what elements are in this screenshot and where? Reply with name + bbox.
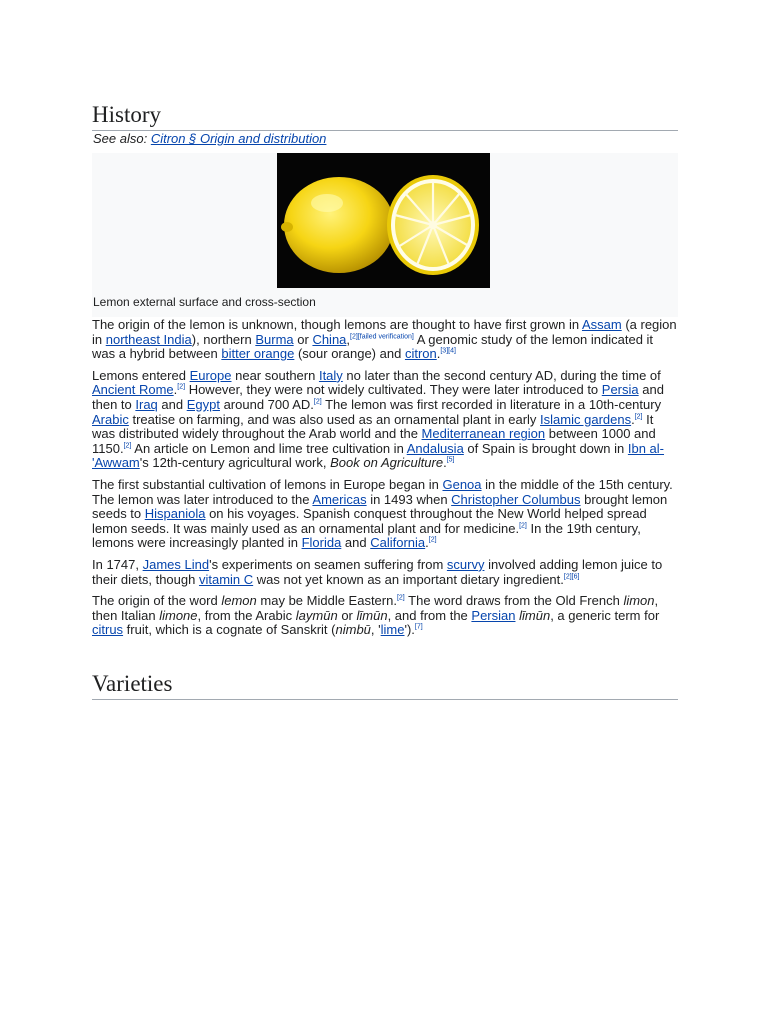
hatnote bbox=[93, 131, 326, 147]
text-run: The word draws from the Old French bbox=[404, 593, 624, 609]
text-run: in 1493 when bbox=[366, 491, 452, 507]
figure-box bbox=[92, 153, 678, 317]
wiki-link[interactable]: Assam bbox=[581, 317, 622, 332]
citation-link[interactable]: [2] bbox=[428, 536, 437, 544]
text-run: In 1747, bbox=[92, 556, 143, 572]
citation bbox=[415, 624, 423, 631]
citation-link[interactable]: [2] bbox=[313, 398, 322, 406]
text-run: In the 19th century, lemons were increasingly planted in bbox=[92, 520, 641, 551]
citation-link[interactable]: [3][4] bbox=[440, 347, 456, 355]
text-run: 's experiments on seamen suffering from bbox=[209, 556, 447, 572]
italic-term: līmūn bbox=[356, 607, 388, 623]
wiki-link[interactable]: Egypt bbox=[186, 396, 220, 412]
wiki-link[interactable]: Arabic bbox=[92, 411, 129, 427]
text-run: of Spain is brought down in bbox=[463, 440, 628, 456]
citation-link[interactable]: [5] bbox=[446, 457, 455, 465]
text-run: on his voyages. Spanish conquest throughout the New World helped spread lemon seeds. It was mainly used as an ornamental plant and for medicine. bbox=[92, 506, 647, 536]
text-run: between 1000 and 1150. bbox=[92, 426, 656, 456]
citation bbox=[564, 573, 580, 580]
text-run: However, they were not widely cultivated. They were later introduced to bbox=[185, 382, 602, 398]
text-run: around 700 AD. bbox=[219, 396, 314, 412]
wiki-link[interactable]: Ibn al-'Awwam bbox=[92, 440, 665, 471]
text-run: brought lemon seeds to bbox=[92, 491, 668, 522]
text-run: , bbox=[346, 331, 351, 347]
citation-link[interactable]: [2] bbox=[519, 522, 527, 530]
text-run: . bbox=[436, 346, 441, 362]
text-run: A genomic study of the lemon indicated it was a hybrid between bbox=[92, 331, 654, 362]
text-run: . bbox=[443, 455, 447, 471]
wiki-link[interactable]: lime bbox=[380, 622, 405, 638]
text-run: and bbox=[157, 396, 187, 412]
text-run: The origin of the word bbox=[92, 593, 222, 609]
text-run: and bbox=[341, 535, 371, 551]
text-run: , and from the bbox=[387, 607, 472, 623]
citation-link[interactable]: [2] bbox=[123, 442, 132, 450]
section-heading-history: History bbox=[92, 103, 678, 131]
text-run: (a region in bbox=[92, 317, 677, 347]
text-run: Lemons entered bbox=[92, 367, 190, 383]
hatnote-link-citron[interactable]: Citron § Origin and distribution bbox=[150, 131, 327, 146]
wiki-link[interactable]: Genoa bbox=[442, 476, 482, 492]
wiki-link[interactable]: Islamic gardens bbox=[540, 411, 632, 427]
wiki-link[interactable]: China bbox=[312, 331, 347, 347]
wiki-link[interactable]: Americas bbox=[312, 491, 367, 507]
wiki-link[interactable]: Andalusia bbox=[406, 440, 464, 456]
wiki-link[interactable]: Persian bbox=[471, 607, 516, 623]
italic-term: lemon bbox=[221, 593, 257, 609]
text-run: ), northern bbox=[191, 331, 256, 347]
wiki-link[interactable]: Hispaniola bbox=[144, 506, 206, 522]
wiki-link[interactable]: California bbox=[370, 535, 426, 551]
citation-link[interactable]: [2][failed verification] bbox=[350, 333, 414, 341]
citation bbox=[314, 399, 322, 406]
citation bbox=[519, 522, 527, 529]
text-run: may be Middle Eastern. bbox=[256, 593, 397, 609]
paragraph-cultivation bbox=[92, 478, 678, 551]
text-run: . bbox=[631, 411, 635, 427]
citation bbox=[350, 333, 414, 340]
text-run: or bbox=[337, 607, 357, 623]
italic-term: laymūn bbox=[295, 607, 338, 623]
wiki-link[interactable]: Italy bbox=[318, 367, 343, 383]
section-heading-varieties: Varieties bbox=[92, 672, 678, 700]
text-run: , a generic term for bbox=[550, 607, 660, 623]
wiki-link[interactable]: bitter orange bbox=[221, 346, 295, 362]
text-run: , from the Arabic bbox=[197, 607, 296, 623]
text-run: no later than the second century AD, during the time of bbox=[342, 367, 661, 383]
text-run: The lemon was first recorded in literature in a 10th-century bbox=[321, 396, 662, 412]
wiki-link[interactable]: scurvy bbox=[446, 556, 485, 572]
text-run: involved adding lemon juice to their diets, though bbox=[92, 556, 663, 587]
wiki-link[interactable]: Europe bbox=[189, 367, 232, 383]
paragraph-origin bbox=[92, 318, 678, 362]
paragraph-spread bbox=[92, 369, 678, 471]
citation bbox=[429, 537, 437, 544]
paragraph-etymology bbox=[92, 594, 678, 638]
text-run: and then to bbox=[92, 382, 664, 412]
text-run: '). bbox=[404, 622, 415, 638]
citation-link[interactable]: [7] bbox=[414, 623, 423, 631]
text-run: An article on Lemon and lime tree cultivation in bbox=[131, 440, 407, 456]
text-run: or bbox=[293, 331, 313, 347]
italic-term: limone bbox=[159, 607, 198, 623]
text-run: was not yet known as an important dietary ingredient. bbox=[253, 571, 564, 587]
paragraph-scurvy bbox=[92, 558, 678, 587]
text-run: It was distributed widely throughout the Arab world and the bbox=[92, 411, 654, 442]
italic-term: līmūn bbox=[519, 607, 551, 623]
wiki-link[interactable]: Mediterranean region bbox=[421, 426, 546, 442]
text-run: near southern bbox=[231, 367, 319, 383]
text-run: (sour orange) and bbox=[294, 346, 405, 362]
lemon-illustration bbox=[277, 153, 490, 288]
text-run: fruit, which is a cognate of Sanskrit ( bbox=[123, 622, 336, 638]
wiki-link[interactable]: vitamin C bbox=[198, 571, 254, 587]
article-body bbox=[92, 318, 678, 645]
figure-caption: Lemon external surface and cross-section bbox=[93, 295, 316, 309]
italic-term: Book on Agriculture bbox=[330, 455, 444, 471]
wiki-link[interactable]: Florida bbox=[301, 535, 342, 551]
text-run: . bbox=[173, 382, 178, 398]
wiki-link[interactable]: James Lind bbox=[142, 556, 210, 572]
citation bbox=[635, 413, 643, 420]
text-run: in the middle of the 15th century. The lemon was later introduced to the bbox=[92, 476, 673, 507]
italic-term: limon bbox=[623, 593, 655, 609]
citation bbox=[440, 348, 456, 355]
text-run: 's 12th-century agricultural work, bbox=[139, 455, 331, 471]
text-run: The first substantial cultivation of lemons in Europe began in bbox=[92, 476, 443, 492]
citation-link[interactable]: [2] bbox=[396, 594, 405, 602]
wiki-link[interactable]: citron bbox=[404, 346, 437, 362]
wiki-link[interactable]: Persia bbox=[601, 382, 639, 398]
wiki-link[interactable]: Burma bbox=[255, 331, 294, 347]
lemon-photo[interactable] bbox=[277, 153, 490, 288]
hatnote-prefix: See also: bbox=[93, 131, 151, 146]
citation bbox=[397, 595, 405, 602]
citation-link[interactable]: [2][6] bbox=[563, 573, 580, 581]
wiki-link[interactable]: northeast India bbox=[105, 331, 192, 347]
citation-link[interactable]: [2] bbox=[177, 384, 186, 392]
text-run: The origin of the lemon is unknown, though lemons are thought to have first grown in bbox=[92, 317, 582, 332]
citation-link[interactable]: [2] bbox=[634, 413, 643, 421]
wiki-link[interactable]: Ancient Rome bbox=[92, 382, 174, 398]
italic-term: nimbū bbox=[335, 622, 371, 638]
wiki-link[interactable]: citrus bbox=[92, 622, 124, 638]
text-run: , ' bbox=[370, 622, 381, 638]
text-run: . bbox=[425, 535, 429, 551]
text-run: , then Italian bbox=[92, 593, 659, 623]
text-run: treatise on farming, and was also used as an ornamental plant in early bbox=[128, 411, 541, 427]
wiki-link[interactable]: Christopher Columbus bbox=[451, 491, 581, 507]
citation bbox=[447, 457, 455, 464]
wiki-link[interactable]: Iraq bbox=[135, 396, 158, 412]
citation bbox=[177, 384, 185, 391]
